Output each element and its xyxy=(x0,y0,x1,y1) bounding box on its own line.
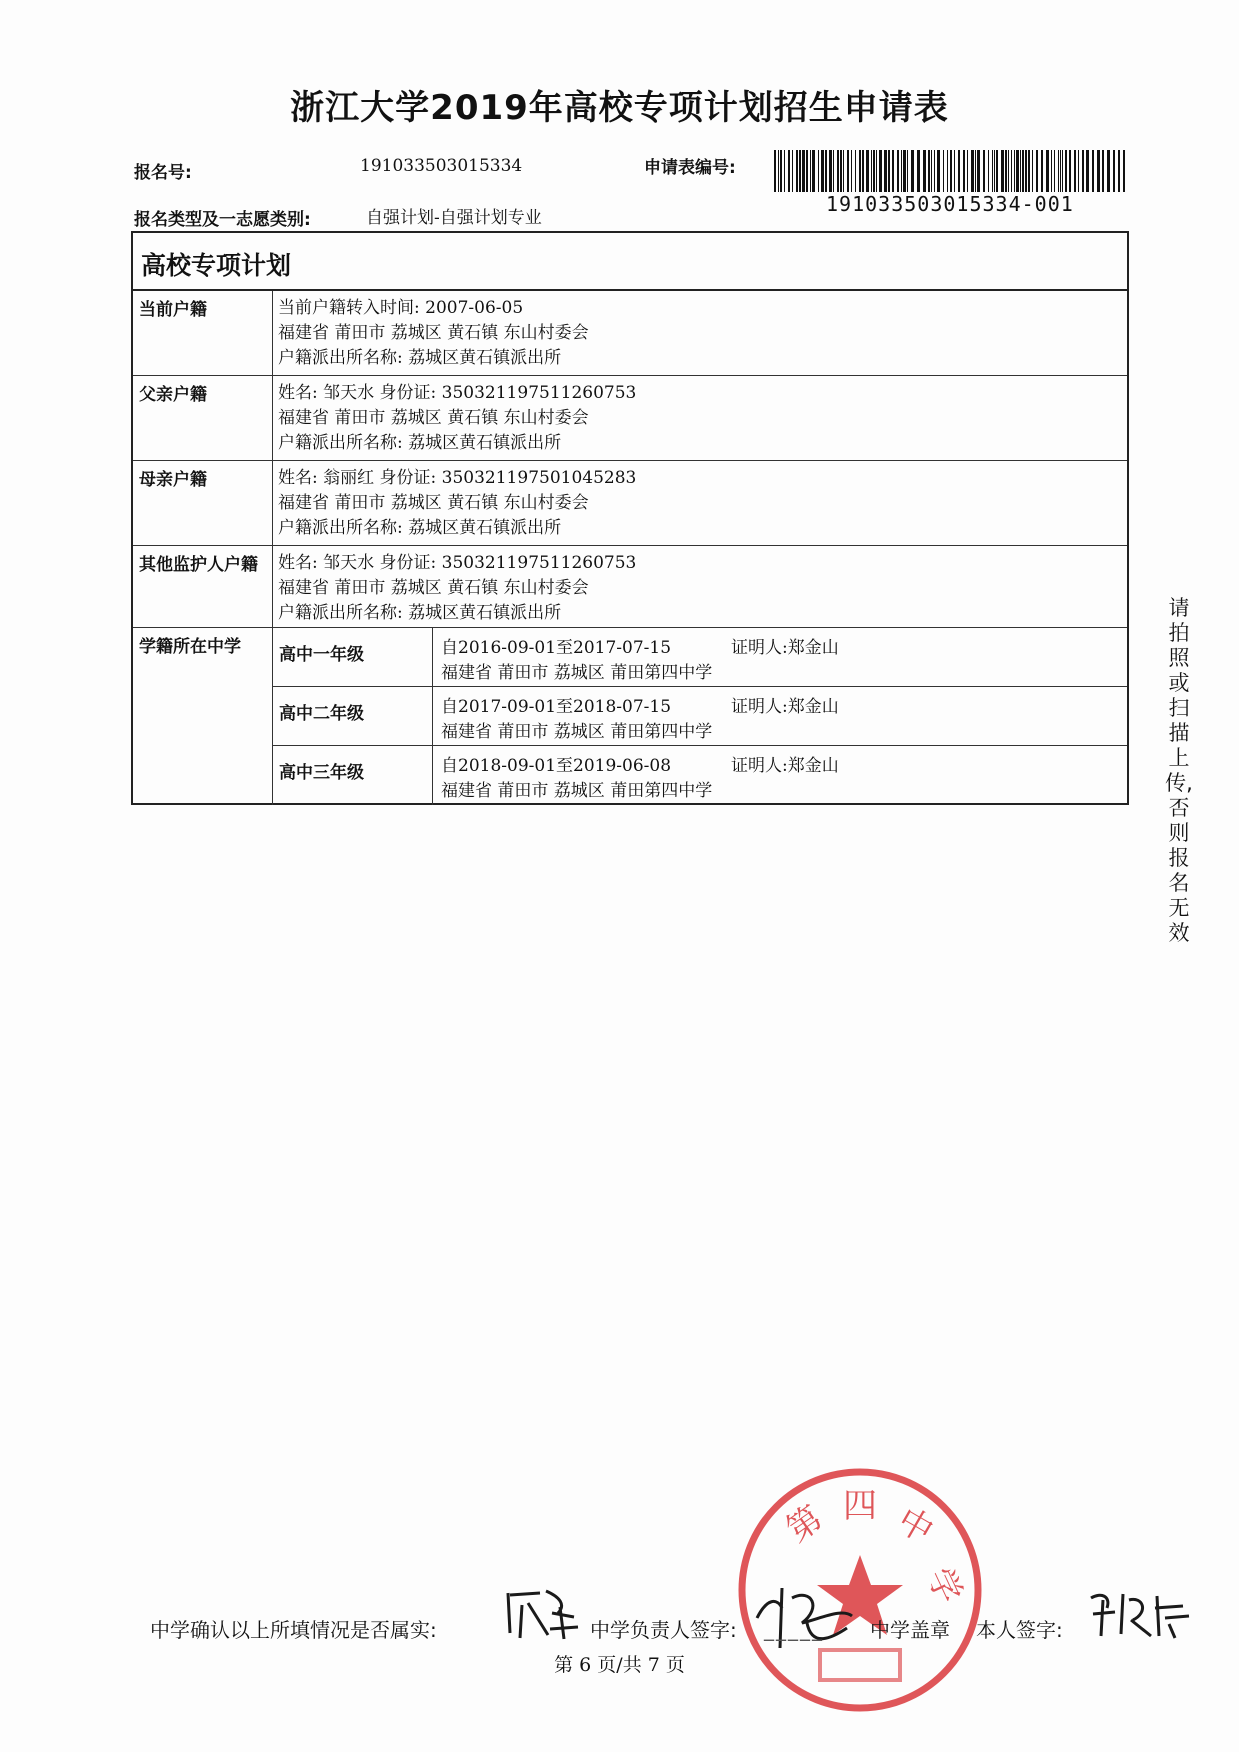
text-line: 户籍派出所名称: 荔城区黄石镇派出所 xyxy=(278,433,562,453)
text-line: 姓名: 翁丽红 身份证: 350321197501045283 xyxy=(278,468,637,488)
row-label: 父亲户籍 xyxy=(133,376,273,460)
side-note: 请拍照或扫描上传,否则报名无效 xyxy=(1165,596,1193,945)
barcode-bar xyxy=(876,150,877,192)
barcode-bar xyxy=(1046,150,1049,192)
barcode-bar xyxy=(802,150,805,192)
text-line: 户籍派出所名称: 荔城区黄石镇派出所 xyxy=(278,348,562,368)
barcode-bar xyxy=(971,150,974,192)
barcode-bar xyxy=(866,150,869,192)
category-label: 报名类型及一志愿类别: xyxy=(134,210,311,230)
grade-label: 高中二年级 xyxy=(273,687,433,745)
form-no-label: 申请表编号: xyxy=(644,158,736,178)
grade-label: 高中三年级 xyxy=(273,746,433,805)
barcode-bar xyxy=(1082,150,1084,192)
barcode-bar xyxy=(774,150,776,192)
row-content xyxy=(273,461,1127,546)
blank-line: _____ xyxy=(764,1617,824,1641)
barcode-bar xyxy=(1060,150,1061,192)
guardian-household-row xyxy=(133,546,1127,628)
row-content xyxy=(273,546,1127,631)
row-label: 母亲户籍 xyxy=(133,461,273,545)
barcode-bar xyxy=(1022,150,1024,192)
text-line: 姓名: 邹天水 身份证: 350321197511260753 xyxy=(278,383,637,403)
barcode-bar xyxy=(963,150,965,192)
barcode-bar xyxy=(907,150,908,192)
barcode-bar xyxy=(1041,150,1043,192)
barcode-bar xyxy=(1051,150,1052,192)
barcode-bar xyxy=(884,150,887,192)
barcode-bar xyxy=(917,150,920,192)
barcode-bar xyxy=(888,150,890,192)
barcode-bar xyxy=(977,150,980,192)
barcode-bar xyxy=(788,150,790,192)
text-line: 姓名: 邹天水 身份证: 350321197511260753 xyxy=(278,553,637,573)
barcode-bar xyxy=(818,150,819,192)
barcode-bar xyxy=(1086,150,1089,192)
barcode-bar xyxy=(923,150,926,192)
barcode-bar xyxy=(996,150,998,192)
mother-household-row xyxy=(133,461,1127,546)
text-line: 福建省 莆田市 荔城区 黄石镇 东山村委会 xyxy=(278,493,589,513)
barcode-bar xyxy=(799,150,801,192)
application-form-table xyxy=(131,231,1129,805)
barcode-bar xyxy=(796,150,798,192)
barcode-bar xyxy=(843,150,844,192)
barcode-bar xyxy=(931,150,932,192)
barcode-bar xyxy=(859,150,861,192)
svg-text:四: 四 xyxy=(843,1486,877,1526)
grade-row xyxy=(273,687,1127,746)
barcode-bar xyxy=(983,150,985,192)
school-address: 福建省 莆田市 荔城区 莆田第四中学 xyxy=(441,781,713,801)
row-label: 当前户籍 xyxy=(133,291,273,375)
barcode-bar xyxy=(988,150,989,192)
barcode-bar xyxy=(778,150,779,192)
barcode-bar xyxy=(837,150,839,192)
barcode-bar xyxy=(810,150,811,192)
barcode-bar xyxy=(950,150,952,192)
barcode-bar xyxy=(1054,150,1055,192)
barcode-bar xyxy=(958,150,960,192)
grade-row xyxy=(273,746,1127,805)
barcode-bar xyxy=(840,150,842,192)
barcode-bar xyxy=(812,150,815,192)
barcode-bar xyxy=(954,150,955,192)
father-household-row xyxy=(133,376,1127,461)
svg-text:第: 第 xyxy=(779,1498,831,1551)
self-sign-label: 本人签字: xyxy=(976,1618,1063,1642)
school-address: 福建省 莆田市 荔城区 莆田第四中学 xyxy=(441,663,713,683)
self-signature xyxy=(1085,1586,1195,1642)
barcode-bar xyxy=(792,150,793,192)
confirm-signature xyxy=(500,1583,580,1643)
barcode-bar xyxy=(1102,150,1104,192)
barcode-bar xyxy=(892,150,894,192)
barcode-bar xyxy=(947,150,948,192)
barcode-bar xyxy=(1020,150,1021,192)
barcode-bar xyxy=(943,150,944,192)
text-line: 户籍派出所名称: 荔城区黄石镇派出所 xyxy=(278,603,562,623)
barcode-bar xyxy=(1065,150,1067,192)
barcode-bar xyxy=(806,150,808,192)
barcode-bar xyxy=(1123,150,1125,192)
barcode-bar xyxy=(847,150,849,192)
barcode-bar xyxy=(1014,150,1015,192)
principal-label: 中学负责人签字: xyxy=(590,1618,737,1642)
barcode-bar xyxy=(873,150,875,192)
text-line: 户籍派出所名称: 荔城区黄石镇派出所 xyxy=(278,518,562,538)
barcode-bar xyxy=(1028,150,1030,192)
barcode-bar xyxy=(862,150,864,192)
period: 自2017-09-01至2018-07-15 xyxy=(441,697,672,717)
barcode-bar xyxy=(994,150,995,192)
barcode-bar xyxy=(911,150,914,192)
barcode-bar xyxy=(1008,150,1009,192)
barcode-bar xyxy=(1113,150,1115,192)
reg-no-value: 191033503015334 xyxy=(360,156,523,176)
svg-text:中: 中 xyxy=(890,1500,940,1552)
barcode-bar xyxy=(975,150,976,192)
barcode-bar xyxy=(1097,150,1100,192)
barcode-bar xyxy=(1118,150,1120,192)
svg-text:学: 学 xyxy=(918,1561,970,1610)
grade-content xyxy=(433,746,1127,812)
witness: 证明人:郑金山 xyxy=(731,756,839,776)
row-content xyxy=(273,376,1127,461)
grade-row xyxy=(273,628,1127,687)
barcode-bar xyxy=(1078,150,1079,192)
page-number: 第 6 页/共 7 页 xyxy=(554,1654,685,1676)
barcode-bar xyxy=(1011,150,1012,192)
barcode-bar xyxy=(1074,150,1076,192)
barcode-bar xyxy=(1092,150,1094,192)
current-household-row xyxy=(133,291,1127,376)
barcode-bar xyxy=(1058,150,1059,192)
barcode-bar xyxy=(1032,150,1033,192)
seal-label: 中学盖章 xyxy=(870,1618,950,1642)
grade-content xyxy=(433,687,1127,753)
form-title: 浙江大学2019年高校专项计划招生申请表 xyxy=(290,88,949,128)
barcode-bar xyxy=(903,150,906,192)
row-content xyxy=(273,291,1127,376)
barcode-bar xyxy=(879,150,882,192)
barcode-bar xyxy=(1069,150,1071,192)
grade-content xyxy=(433,628,1127,694)
text-line: 福建省 莆田市 荔城区 黄石镇 东山村委会 xyxy=(278,323,589,343)
grade-label: 高中一年级 xyxy=(273,628,433,686)
barcode-bar xyxy=(1005,150,1007,192)
barcode-bar xyxy=(1001,150,1004,192)
barcode-bar xyxy=(825,150,827,192)
period: 自2018-09-01至2019-06-08 xyxy=(441,756,672,776)
period: 自2016-09-01至2017-07-15 xyxy=(441,638,672,658)
barcode xyxy=(774,150,1126,192)
barcode-bar xyxy=(1036,150,1038,192)
barcode-bar xyxy=(937,150,940,192)
text-line: 当前户籍转入时间: 2007-06-05 xyxy=(278,298,524,318)
section-title: 高校专项计划 xyxy=(133,233,1127,291)
school-row xyxy=(133,628,1127,805)
barcode-bar xyxy=(1016,150,1019,192)
witness: 证明人:郑金山 xyxy=(731,697,839,717)
witness: 证明人:郑金山 xyxy=(731,638,839,658)
barcode-bar xyxy=(871,150,872,192)
barcode-bar xyxy=(851,150,852,192)
school-address: 福建省 莆田市 荔城区 莆田第四中学 xyxy=(441,722,713,742)
barcode-bar xyxy=(992,150,993,192)
barcode-bar xyxy=(855,150,856,192)
barcode-bar xyxy=(1107,150,1110,192)
barcode-bar xyxy=(821,150,824,192)
barcode-bar xyxy=(784,150,785,192)
barcode-bar xyxy=(928,150,930,192)
barcode-bar xyxy=(1025,150,1027,192)
confirm-label: 中学确认以上所填情况是否属实: xyxy=(150,1618,437,1642)
row-label: 学籍所在中学 xyxy=(133,628,273,805)
barcode-bar xyxy=(897,150,899,192)
barcode-number: 191033503015334-001 xyxy=(826,192,1074,216)
barcode-bar xyxy=(829,150,832,192)
text-line: 福建省 莆田市 荔城区 黄石镇 东山村委会 xyxy=(278,408,589,428)
reg-no-label: 报名号: xyxy=(134,163,192,183)
barcode-bar xyxy=(780,150,782,192)
category-value: 自强计划-自强计划专业 xyxy=(366,208,542,228)
row-label: 其他监护人户籍 xyxy=(133,546,273,627)
barcode-bar xyxy=(833,150,834,192)
text-line: 福建省 莆田市 荔城区 黄石镇 东山村委会 xyxy=(278,578,589,598)
barcode-bar xyxy=(967,150,968,192)
barcode-bar xyxy=(1062,150,1063,192)
barcode-bar xyxy=(934,150,935,192)
barcode-bar xyxy=(901,150,902,192)
